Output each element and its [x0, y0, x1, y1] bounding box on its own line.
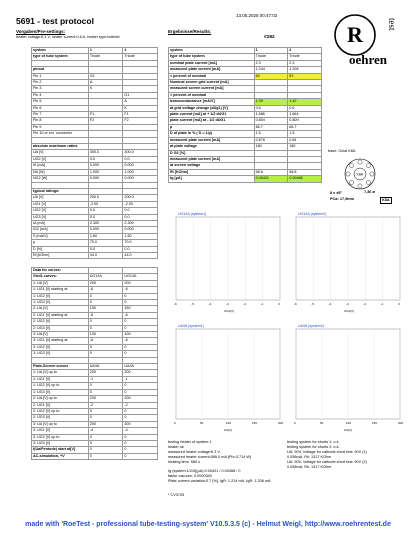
footer-credit: made with 'RoeTest - professional tube-testing-system' V10.5.3.5 (c) - Helmut Weigl, http://www.roehrentest.de — [25, 521, 391, 528]
table-cell: Pin 8 — [32, 118, 89, 124]
table-cell: 54 — [254, 73, 288, 79]
serial-number: #282 — [264, 35, 275, 40]
table-cell: 0.000 — [88, 227, 123, 233]
x-tick-label: 50 — [320, 421, 324, 425]
note-line: testing system for shorts 1: o.k. — [287, 440, 340, 444]
table-cell: Pin 7 — [32, 112, 89, 118]
header-cell: 2 — [288, 48, 322, 54]
x-tick-label: -1 — [260, 302, 264, 306]
table-cell: 300.0 — [88, 150, 123, 156]
table-cell: 300.0 — [123, 150, 158, 156]
table-cell: 2: UG1 [V] — [32, 402, 89, 408]
table-cell: 0 — [88, 351, 123, 357]
table-cell: 0.6 — [288, 105, 322, 111]
tube-base-diagram — [340, 153, 384, 193]
table-cell: 66.7 — [288, 124, 322, 130]
table-cell: 3: UG1 [V] — [32, 428, 89, 434]
table-cell: 52 — [288, 73, 322, 79]
table-cell: Ri [KOhm] — [169, 169, 255, 175]
x-tick-label: -6 — [294, 302, 297, 306]
x-tick-label: 200 — [398, 421, 404, 425]
table-cell: type of tube system — [32, 54, 89, 60]
table-cell: -6 — [88, 338, 123, 344]
roehrentest-logo — [333, 8, 397, 70]
chart-title: UG1/IA (system2) — [298, 212, 327, 216]
note-line: 0.058mA, Rk: 1317 KOhm — [287, 465, 332, 469]
table-cell: Pin 10 or ext. connector — [32, 131, 89, 137]
table-cell: 2.3 — [288, 60, 322, 66]
table-cell: Pin 2 — [32, 80, 89, 86]
table-cell: Pin 3 — [32, 86, 89, 92]
chart-title: UA/IA (system1) — [178, 324, 204, 328]
table-cell: 0 — [123, 319, 158, 325]
table-cell: -1 — [88, 376, 123, 382]
table-cell: 0 — [123, 344, 158, 350]
table-cell: 44.0 — [123, 252, 158, 258]
table-cell: Grid1 curves: — [32, 274, 89, 280]
table-cell: 200 — [123, 396, 158, 402]
x-tick-label: -2 — [243, 302, 247, 306]
table-cell: type of tube system — [169, 54, 255, 60]
table-cell: 180 — [288, 144, 322, 150]
table-cell: nominal plate current [mA] — [169, 60, 255, 66]
table-cell: G1 — [88, 73, 123, 79]
table-cell: 1.60 — [88, 233, 123, 239]
table-cell: 100 — [123, 332, 158, 338]
x-tick-label: 0 — [398, 302, 400, 306]
table-cell: 0.84 — [288, 137, 322, 143]
curves-table — [31, 267, 158, 460]
table-cell: 0 — [88, 319, 123, 325]
table-cell: UG1/IA — [88, 274, 123, 280]
table-cell: 0.6 — [254, 105, 288, 111]
x-tick-label: -3 — [226, 302, 229, 306]
table-cell: 1.39 — [254, 99, 288, 105]
note-line: Ig (system:1/2/3)(µA):0.00421 / 0.00468 / 0 — [168, 469, 241, 474]
table-cell: K — [88, 86, 123, 92]
table-cell: -6 — [123, 287, 158, 293]
x-tick-label: -5 — [191, 302, 195, 306]
chart-title: UG1/IA (system1) — [178, 212, 207, 216]
table-cell: G1 — [123, 92, 158, 98]
table-cell: -4 — [123, 428, 158, 434]
table-cell: UA [V] — [32, 150, 89, 156]
table-cell: 58.8 — [254, 169, 288, 175]
table-cell: 0.809 — [288, 118, 322, 124]
table-cell: 3: UG3 [V] — [32, 351, 89, 357]
note-line: measured heater voltage:6.3 V — [168, 450, 220, 454]
table-cell: F2 — [88, 118, 123, 124]
note-line: UA: 90V, Voltage for cathode short test: 90V (1) — [287, 450, 367, 454]
table-cell: 0.0 — [123, 156, 158, 162]
table-cell: µ — [32, 240, 89, 246]
table-row — [32, 453, 158, 459]
note-line: heating time: 580 s — [168, 460, 201, 464]
table-cell: Triode — [88, 54, 123, 60]
table-cell: 0.854 — [254, 118, 288, 124]
x-axis-label: UA[V] — [344, 428, 352, 432]
table-cell: 58.8 — [288, 169, 322, 175]
note-line: Plate current variation:0.7 [%], IgR: 1.214 mA, IgR: 1.206 mA — [168, 479, 271, 484]
chart-title: UA/IA (system2) — [298, 324, 324, 328]
table-cell: 2: UG2 [V] — [32, 319, 89, 325]
table-cell: 0 — [88, 389, 123, 395]
x-tick-label: 0 — [278, 302, 280, 306]
table-cell: pinout — [32, 67, 89, 73]
table-cell: 0.0 — [88, 208, 123, 214]
table-cell: F2 — [123, 118, 158, 124]
base-label: base: Octal K8A — [328, 149, 356, 153]
table-cell: A — [123, 99, 158, 105]
table-cell: 0.0 — [123, 246, 158, 252]
table-cell: 0 — [123, 453, 158, 459]
table-cell: Pin 5 — [32, 99, 89, 105]
table-cell: 1.686 — [254, 112, 288, 118]
table-cell: Ri [kOhm] — [32, 252, 89, 258]
table-cell: -4 — [88, 428, 123, 434]
table-cell: 0 — [123, 389, 158, 395]
table-cell: measured plate current [mA] — [169, 156, 255, 162]
table-cell: 0.000 — [123, 176, 158, 182]
table-cell: tg [µA] — [169, 176, 255, 182]
table-cell: Triode — [288, 54, 322, 60]
table-cell: 0.0 — [123, 214, 158, 220]
x-tick-label: 150 — [252, 421, 258, 425]
table-cell: 0 — [88, 325, 123, 331]
table-cell: Data for curves: — [32, 268, 89, 274]
table-cell: -2.00 — [123, 201, 158, 207]
table-cell: 3: UG2 [V] up to — [32, 434, 89, 440]
table-cell: -1 — [123, 376, 158, 382]
table-cell: 1: UG2 [V] up to — [32, 383, 89, 389]
table-cell: 1: UG1 [V] starting at — [32, 287, 89, 293]
table-cell: 2: UG3 [V] — [32, 325, 89, 331]
table-cell: 0 — [123, 415, 158, 421]
presettings-text: heater voltage:6.3 V, heater current:0.6 A, heater type:indirekt — [16, 35, 120, 39]
table-cell: 0 — [123, 440, 158, 446]
table-cell: S [mA/V] — [32, 233, 89, 239]
x-tick-label: -1 — [380, 302, 384, 306]
base-dim-3: 7,36 ø — [364, 190, 375, 194]
table-cell: 150 — [123, 306, 158, 312]
timestamp: 13.05.2025 00:47:02 — [236, 13, 278, 18]
table-cell: 3: UG3 [V] — [32, 440, 89, 446]
table-cell: UA [V] — [32, 195, 89, 201]
table-cell: 1: UA [V] — [32, 280, 89, 286]
table-cell: transconductance [mA/V] — [169, 99, 255, 105]
table-cell: 1.206 — [288, 67, 322, 73]
table-cell: -2 — [123, 402, 158, 408]
table-cell: 2: UG2 [V] up to — [32, 408, 89, 414]
table-cell: 0.878 — [254, 137, 288, 143]
header-cell: 1 — [88, 48, 123, 54]
table-cell: 200 — [123, 421, 158, 427]
table-cell: Triode — [123, 54, 158, 60]
table-cell: 0 — [123, 408, 158, 414]
x-axis-label: UG1[V] — [344, 309, 354, 313]
table-cell: 0 — [88, 434, 123, 440]
presettings-label: Vorgaben/Pre-settings: — [16, 29, 66, 34]
table-cell: 1: UG2 [V] — [32, 293, 89, 299]
table-cell: F1 — [88, 112, 123, 118]
table-cell: -6 — [123, 338, 158, 344]
table-cell: 0 — [88, 408, 123, 414]
table-cell: UG1/IA — [123, 274, 158, 280]
x-tick-label: -4 — [328, 302, 332, 306]
table-cell: 2: UG3 [V] — [32, 415, 89, 421]
note-line: faktor vacuum: 0.0000340 — [168, 474, 212, 479]
table-cell: UG2 [V] — [32, 156, 89, 162]
x-axis-label: UG1[V] — [224, 309, 234, 313]
table-cell: Pin 6 — [32, 105, 89, 111]
table-cell: IG2 [mA] — [32, 227, 89, 233]
table-cell: 200 — [88, 370, 123, 376]
base-code: K8A — [382, 198, 390, 202]
x-tick-label: 100 — [226, 421, 232, 425]
table-cell: 0 — [123, 300, 158, 306]
left-params-table — [31, 47, 158, 259]
table-cell: 0.000 — [88, 176, 123, 182]
table-cell: 1.5 — [254, 131, 288, 137]
table-cell: 0 — [123, 293, 158, 299]
table-cell: 1: UG3 [V] — [32, 300, 89, 306]
table-cell: measured plate current [mA] — [169, 67, 255, 73]
table-cell: UG3 [V] — [32, 214, 89, 220]
header-cell: system — [169, 48, 255, 54]
table-cell: 3: UA [V] up to — [32, 421, 89, 427]
table-cell: 0.000 — [123, 163, 158, 169]
table-cell: 150 — [88, 306, 123, 312]
table-cell: UA/IA — [88, 364, 123, 370]
table-cell: Pin 9 — [32, 124, 89, 130]
table-row — [169, 176, 322, 182]
page-title: 5691 - test protocol — [16, 16, 94, 26]
table-cell: 0 — [88, 300, 123, 306]
svg-text:test: test — [387, 18, 397, 31]
note-line: testing heater of system:1 — [168, 440, 212, 444]
x-tick-label: -2 — [363, 302, 367, 306]
table-cell: 0 — [123, 351, 158, 357]
chart-ua-ia-system2 — [288, 321, 404, 433]
header-cell: 2 — [123, 48, 158, 54]
table-row — [32, 252, 158, 258]
table-cell: 66.7 — [254, 124, 288, 130]
chart-ug1-ia-system2 — [288, 209, 404, 314]
base-dim-2: PCø: 17,5mm — [330, 197, 355, 201]
table-cell: AC-simulation, +V — [32, 453, 89, 459]
table-cell: 200.0 — [88, 195, 123, 201]
x-tick-label: 50 — [200, 421, 204, 425]
table-cell: 3: UG2 [V] — [32, 344, 89, 350]
x-tick-label: -6 — [174, 302, 177, 306]
table-cell: 3: UA [V] — [32, 332, 89, 338]
results-table — [168, 47, 322, 183]
table-cell: f(Ua/Pentode) start at[V] — [32, 447, 89, 453]
table-cell: 0 — [88, 383, 123, 389]
x-tick-label: 0 — [294, 421, 296, 425]
table-cell: Plate-Screen curves — [32, 364, 89, 370]
table-cell: 0 — [88, 344, 123, 350]
table-cell: 200.0 — [123, 195, 158, 201]
x-tick-label: 100 — [346, 421, 352, 425]
header-cell: system — [32, 48, 89, 54]
table-cell: measured screen current [mA] — [169, 86, 255, 92]
table-cell: -2.00 — [88, 201, 123, 207]
table-cell: Pin 1 — [32, 73, 89, 79]
table-cell: -6 — [88, 287, 123, 293]
table-cell: 200 — [88, 421, 123, 427]
table-cell: at plate voltage — [169, 144, 255, 150]
table-cell: 0 — [123, 383, 158, 389]
table-cell: 1.000 — [123, 169, 158, 175]
svg-text:R: R — [347, 22, 363, 47]
table-cell: 1: UG1 [V] — [32, 376, 89, 382]
note-line: heater ok — [168, 445, 184, 449]
table-cell: D G2 [%] — [169, 150, 255, 156]
table-cell: 1.60 — [123, 233, 158, 239]
table-cell: 0.0 — [123, 208, 158, 214]
table-cell: 0.00468 — [288, 176, 322, 182]
table-cell: -6 — [123, 312, 158, 318]
base-dim-1: 8 x ±5° — [330, 191, 343, 195]
table-cell: 70.0 — [88, 240, 123, 246]
table-cell: UG1 [V] — [32, 201, 89, 207]
x-tick-label: -5 — [311, 302, 315, 306]
table-cell: 1.000 — [88, 169, 123, 175]
note-line: * CV3705 — [168, 493, 185, 498]
table-cell: 200 — [88, 396, 123, 402]
table-cell: F1 — [123, 112, 158, 118]
svg-text:oehren: oehren — [349, 52, 388, 67]
table-cell: 0 — [88, 440, 123, 446]
table-cell: 0.0 — [88, 156, 123, 162]
table-cell: Triode — [254, 54, 288, 60]
base-center-label: K8A — [356, 172, 364, 177]
table-cell: 1: UA [V] up to — [32, 370, 89, 376]
table-cell: 100 — [88, 332, 123, 338]
table-cell: 180 — [254, 144, 288, 150]
table-cell: IA [mA] — [32, 220, 89, 226]
table-cell: 1.5 — [288, 131, 322, 137]
table-cell: K — [123, 105, 158, 111]
table-cell: 44.0 — [88, 252, 123, 258]
table-cell: 2: UG1 [V] starting at — [32, 312, 89, 318]
table-cell: 0 — [88, 447, 123, 453]
note-line: UA: 90V, Voltage for cathode short test: 90V (2) — [287, 460, 367, 464]
table-cell: < percent of nominal — [169, 92, 255, 98]
table-cell: 1: UG3 [V] — [32, 389, 89, 395]
table-cell: 1.244 — [254, 67, 288, 73]
table-cell: 200 — [123, 280, 158, 286]
note-line: testing system for shorts 2: o.k. — [287, 445, 340, 449]
table-cell: Pin 4 — [32, 92, 89, 98]
table-cell: D [%] — [32, 246, 89, 252]
table-cell: 3: UG1 [V] starting at — [32, 338, 89, 344]
chart-ug1-ia-system1 — [168, 209, 284, 314]
table-cell: µ — [169, 124, 255, 130]
table-cell: A — [88, 80, 123, 86]
chart-ua-ia-system1 — [168, 321, 284, 433]
header-cell: 1 — [254, 48, 288, 54]
table-cell: typical ratings: — [32, 188, 89, 194]
x-tick-label: 150 — [372, 421, 378, 425]
table-cell: 2: UA [V] — [32, 306, 89, 312]
table-cell: 1.664 — [288, 112, 322, 118]
x-tick-label: -4 — [208, 302, 212, 306]
table-cell: 0 — [88, 415, 123, 421]
table-cell: -6 — [88, 312, 123, 318]
table-cell: 2.300 — [123, 220, 158, 226]
table-cell: measured plate current [mA] — [169, 137, 255, 143]
table-cell: 70.0 — [123, 240, 158, 246]
x-tick-label: 0 — [174, 421, 176, 425]
table-cell: Nominal screen grid current [mA] — [169, 80, 255, 86]
x-tick-label: 200 — [278, 421, 284, 425]
table-cell: at grid voltage change (dUg1) [V] — [169, 105, 255, 111]
table-cell: 0.0 — [88, 214, 123, 220]
table-cell: 2.3 — [254, 60, 288, 66]
note-line: measured heater current:589.0 mA (Ph=3.714 W) — [168, 455, 252, 459]
table-cell: UA/IA — [123, 364, 158, 370]
table-cell: 0 — [123, 447, 158, 453]
x-tick-label: -3 — [346, 302, 349, 306]
table-cell: -2 — [88, 402, 123, 408]
notes-right — [287, 440, 412, 470]
table-cell: 2.300 — [88, 220, 123, 226]
table-cell: UG2 [V] — [32, 208, 89, 214]
table-cell: 200 — [88, 280, 123, 286]
table-cell: IK [mA] — [32, 163, 89, 169]
table-cell: 0.00421 — [254, 176, 288, 182]
table-cell: 0 — [123, 434, 158, 440]
table-cell: plate current [mA] at - 1/2 dUG1 — [169, 118, 255, 124]
x-axis-label: UA[V] — [224, 428, 232, 432]
table-cell: 0 — [88, 453, 123, 459]
table-cell: at screen voltage — [169, 163, 255, 169]
table-cell: NA [W] — [32, 169, 89, 175]
table-cell: 0 — [123, 325, 158, 331]
table-cell: 0.000 — [123, 227, 158, 233]
table-cell: 1.42 — [288, 99, 322, 105]
note-line: 0.058mA, Rk: 1317 KOhm — [287, 455, 332, 459]
results-label: Ergebnisse/Results: — [168, 29, 212, 34]
table-cell: D of plate in % ( D = 1/µ) — [169, 131, 255, 137]
table-cell: 0.0 — [88, 246, 123, 252]
table-cell: absolute maximum ratins — [32, 144, 89, 150]
table-cell: 0.000 — [88, 163, 123, 169]
table-cell: 2: UA [V] up to — [32, 396, 89, 402]
table-cell: 200 — [123, 370, 158, 376]
table-cell: NG2 [W] — [32, 176, 89, 182]
table-cell: 0 — [88, 293, 123, 299]
table-cell: < percent of nominal — [169, 73, 255, 79]
table-cell: plate current [mA] at + 1/2 dUG1 — [169, 112, 255, 118]
